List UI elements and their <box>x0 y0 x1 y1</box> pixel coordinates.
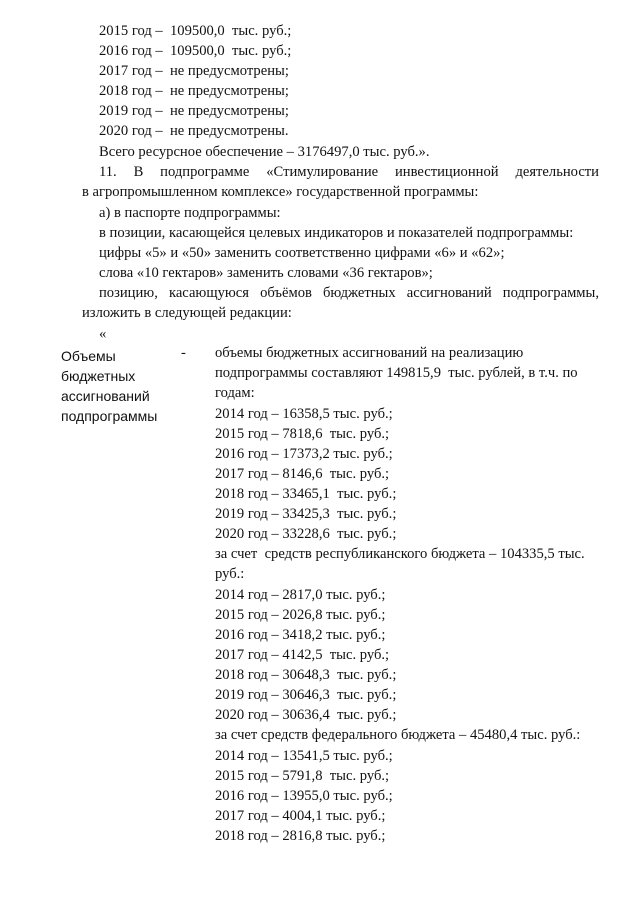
opening-quote: « <box>99 326 107 342</box>
table-right-line: подпрограммы составляют 149815,9 тыс. рублей, в т.ч. по <box>215 365 578 381</box>
item-a-passport: а) в паспорте подпрограммы: <box>99 205 281 221</box>
table-right-line: 2018 год – 2816,8 тыс. руб.; <box>215 828 386 844</box>
funding-line-2020: 2020 год – не предусмотрены. <box>99 123 289 139</box>
table-right-line: 2016 год – 3418,2 тыс. руб.; <box>215 627 386 643</box>
table-right-line: 2020 год – 33228,6 тыс. руб.; <box>215 526 397 542</box>
table-right-line: 2014 год – 2817,0 тыс. руб.; <box>215 587 386 603</box>
item-digits-replace: цифры «5» и «50» заменить соответственно цифрами «6» и «62»; <box>99 245 505 261</box>
table-right-line: 2014 год – 13541,5 тыс. руб.; <box>215 748 393 764</box>
item-indicators-position: в позиции, касающейся целевых индикаторов и показателей подпрограммы: <box>99 225 574 241</box>
table-label-line-4: подпрограммы <box>61 408 158 424</box>
table-right-line: 2019 год – 33425,3 тыс. руб.; <box>215 506 397 522</box>
table-label-line-3: ассигнований <box>61 388 150 404</box>
table-right-line: 2016 год – 13955,0 тыс. руб.; <box>215 788 393 804</box>
table-right-line: за счет средств республиканского бюджета – 104335,5 тыс. <box>215 546 585 562</box>
table-right-line: 2015 год – 7818,6 тыс. руб.; <box>215 426 390 442</box>
paragraph-11-line-1: 11. В подпрограмме «Стимулирование инвестиционной деятельности <box>99 164 599 180</box>
position-paragraph-line-2: изложить в следующей редакции: <box>82 305 292 321</box>
table-label-line-2: бюджетных <box>61 368 136 384</box>
total-resources-line: Всего ресурсное обеспечение – 3176497,0 тыс. руб.». <box>99 144 430 160</box>
table-right-line: за счет средств федерального бюджета – 45480,4 тыс. руб.: <box>215 727 581 743</box>
table-right-line: 2019 год – 30646,3 тыс. руб.; <box>215 687 397 703</box>
item-words-replace: слова «10 гектаров» заменить словами «36 гектаров»; <box>99 265 433 281</box>
table-right-line: 2017 год – 4142,5 тыс. руб.; <box>215 647 390 663</box>
funding-line-2015: 2015 год – 109500,0 тыс. руб.; <box>99 23 292 39</box>
funding-line-2018: 2018 год – не предусмотрены; <box>99 83 289 99</box>
table-right-line: 2014 год – 16358,5 тыс. руб.; <box>215 406 393 422</box>
table-right-line: 2015 год – 5791,8 тыс. руб.; <box>215 768 390 784</box>
table-right-line: 2017 год – 8146,6 тыс. руб.; <box>215 466 390 482</box>
table-label-line-1: Объемы <box>61 348 116 364</box>
table-right-line: 2015 год – 2026,8 тыс. руб.; <box>215 607 386 623</box>
funding-line-2017: 2017 год – не предусмотрены; <box>99 63 289 79</box>
table-right-line: 2016 год – 17373,2 тыс. руб.; <box>215 446 393 462</box>
table-right-line: годам: <box>215 385 255 401</box>
paragraph-11-line-2: в агропромышленном комплексе» государственной программы: <box>82 184 479 200</box>
table-dash: - <box>181 345 186 361</box>
table-right-line: 2017 год – 4004,1 тыс. руб.; <box>215 808 386 824</box>
funding-line-2016: 2016 год – 109500,0 тыс. руб.; <box>99 43 292 59</box>
table-right-line: 2020 год – 30636,4 тыс. руб.; <box>215 707 397 723</box>
table-right-line: руб.: <box>215 566 245 582</box>
position-paragraph-line-1: позицию, касающуюся объёмов бюджетных ассигнований подпрограммы, <box>99 285 599 301</box>
table-right-line: объемы бюджетных ассигнований на реализацию <box>215 345 524 361</box>
table-right-line: 2018 год – 30648,3 тыс. руб.; <box>215 667 397 683</box>
funding-line-2019: 2019 год – не предусмотрены; <box>99 103 289 119</box>
table-right-line: 2018 год – 33465,1 тыс. руб.; <box>215 486 397 502</box>
